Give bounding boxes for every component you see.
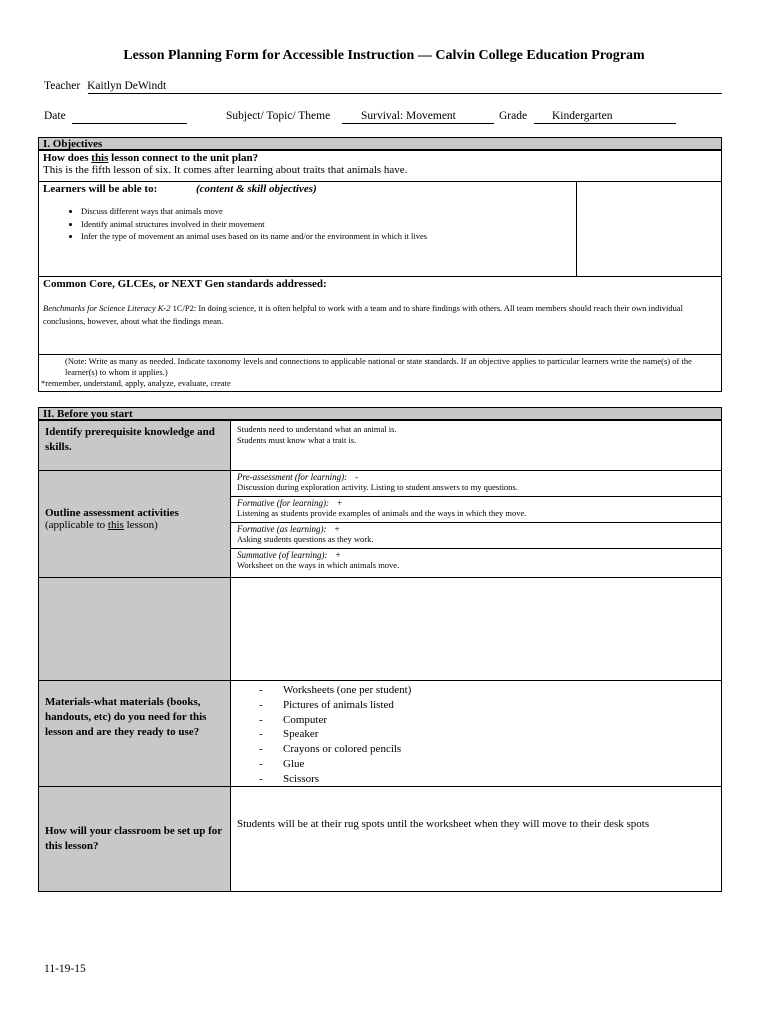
assessment-row: Pre-assessment (for learning): - Discussion during exploration activity. Listing to student answers to my questions. bbox=[230, 470, 722, 497]
teacher-underline bbox=[88, 93, 722, 94]
learners-cell bbox=[38, 181, 577, 277]
list-item: - Scissors bbox=[231, 772, 721, 787]
objectives-side-cell bbox=[576, 181, 722, 277]
assessment-row: Summative (of learning): + Worksheet on the ways in which animals move. bbox=[230, 548, 722, 578]
grade-underline bbox=[534, 123, 676, 124]
teacher-name: Kaitlyn DeWindt bbox=[87, 80, 167, 92]
footer-date: 11-19-15 bbox=[44, 963, 86, 975]
before-heading: II. Before you start bbox=[38, 407, 722, 420]
learners-note: (content & skill objectives) bbox=[196, 183, 317, 195]
prereq-label-cell bbox=[38, 420, 231, 471]
assessment-sublabel: (applicable to this lesson) bbox=[45, 519, 158, 531]
assessment-row: Formative (as learning): + Asking students questions as they work. bbox=[230, 522, 722, 549]
list-item: - Crayons or colored pencils bbox=[231, 742, 721, 757]
setup-label-cell bbox=[38, 786, 231, 892]
list-item: - Glue bbox=[231, 757, 721, 772]
setup-label: How will your classroom be set up for this lesson? bbox=[45, 825, 222, 852]
note-cell bbox=[38, 354, 722, 392]
date-underline bbox=[72, 123, 187, 124]
form-title: Lesson Planning Form for Accessible Instruction — Calvin College Education Program bbox=[123, 48, 645, 63]
note-text: (Note: Write as many as needed. Indicate taxonomy levels and connections to applicable national or state standards. If an objective applies to particular learners write the name(s) of the learner(s) to whom it applies.) bbox=[65, 356, 692, 377]
date-label: Date bbox=[44, 110, 66, 122]
materials-label: Materials-what materials (books, handouts, etc) do you need for this lesson and are they ready to use? bbox=[45, 696, 207, 738]
assessment-label-cell bbox=[38, 470, 231, 578]
list-item: - Pictures of animals listed bbox=[231, 698, 721, 713]
subject-value: Survival: Movement bbox=[361, 110, 456, 122]
materials-value-cell bbox=[230, 680, 722, 787]
list-item: - Speaker bbox=[231, 727, 721, 742]
list-item: - Computer bbox=[231, 713, 721, 728]
subject-underline bbox=[342, 123, 494, 124]
unit-connection-answer: This is the fifth lesson of six. It comes after learning about traits that animals have. bbox=[43, 164, 408, 176]
assessment-label: Outline assessment activities bbox=[45, 507, 179, 519]
materials-label-cell bbox=[38, 680, 231, 787]
standards-label: Common Core, GLCEs, or NEXT Gen standards addressed: bbox=[43, 278, 327, 290]
prereq-line: Students need to understand what an animal is. bbox=[237, 424, 397, 434]
taxonomy-note: *remember, understand, apply, analyze, evaluate, create bbox=[41, 378, 231, 388]
list-item: • Discuss different ways that animals move bbox=[81, 205, 572, 218]
teacher-label: Teacher bbox=[44, 80, 81, 92]
empty-label-cell bbox=[38, 577, 231, 681]
assessment-row: Formative (for learning): + Listening as students provide examples of animals and the ways in which they move. bbox=[230, 496, 722, 523]
list-item: • Infer the type of movement an animal uses based on its name and/or the environment in which it lives bbox=[81, 230, 572, 243]
prereq-value-cell bbox=[230, 420, 722, 471]
grade-value: Kindergarten bbox=[552, 110, 613, 122]
list-item: • Identify animal structures involved in their movement bbox=[81, 218, 572, 231]
setup-text: Students will be at their rug spots until the worksheet when they will move to their desk spots bbox=[237, 818, 650, 830]
prereq-label: Identify prerequisite knowledge and skills. bbox=[45, 426, 215, 453]
teacher-row bbox=[44, 80, 166, 92]
setup-value-cell bbox=[230, 786, 722, 892]
learners-label: Learners will be able to: bbox=[43, 183, 158, 195]
empty-value-cell bbox=[230, 577, 722, 681]
standards-cell bbox=[38, 276, 722, 355]
objectives-list bbox=[43, 205, 572, 243]
prereq-line: Students must know what a trait is. bbox=[237, 435, 357, 445]
standards-text: Benchmarks for Science Literacy K-2 1C/P2: In doing science, it is often helpful to work with a team and to share findings with others. All team members should reach their own individual conclusions, however, about what the findings mean. bbox=[43, 303, 683, 326]
grade-label: Grade bbox=[499, 110, 528, 122]
list-item: - Worksheets (one per student) bbox=[231, 683, 721, 698]
materials-list bbox=[231, 683, 721, 787]
unit-connection-cell bbox=[38, 150, 722, 182]
unit-connection-question: How does this lesson connect to the unit plan? bbox=[43, 152, 259, 164]
objectives-heading: I. Objectives bbox=[38, 137, 722, 150]
subject-label: Subject/ Topic/ Theme bbox=[226, 110, 331, 122]
